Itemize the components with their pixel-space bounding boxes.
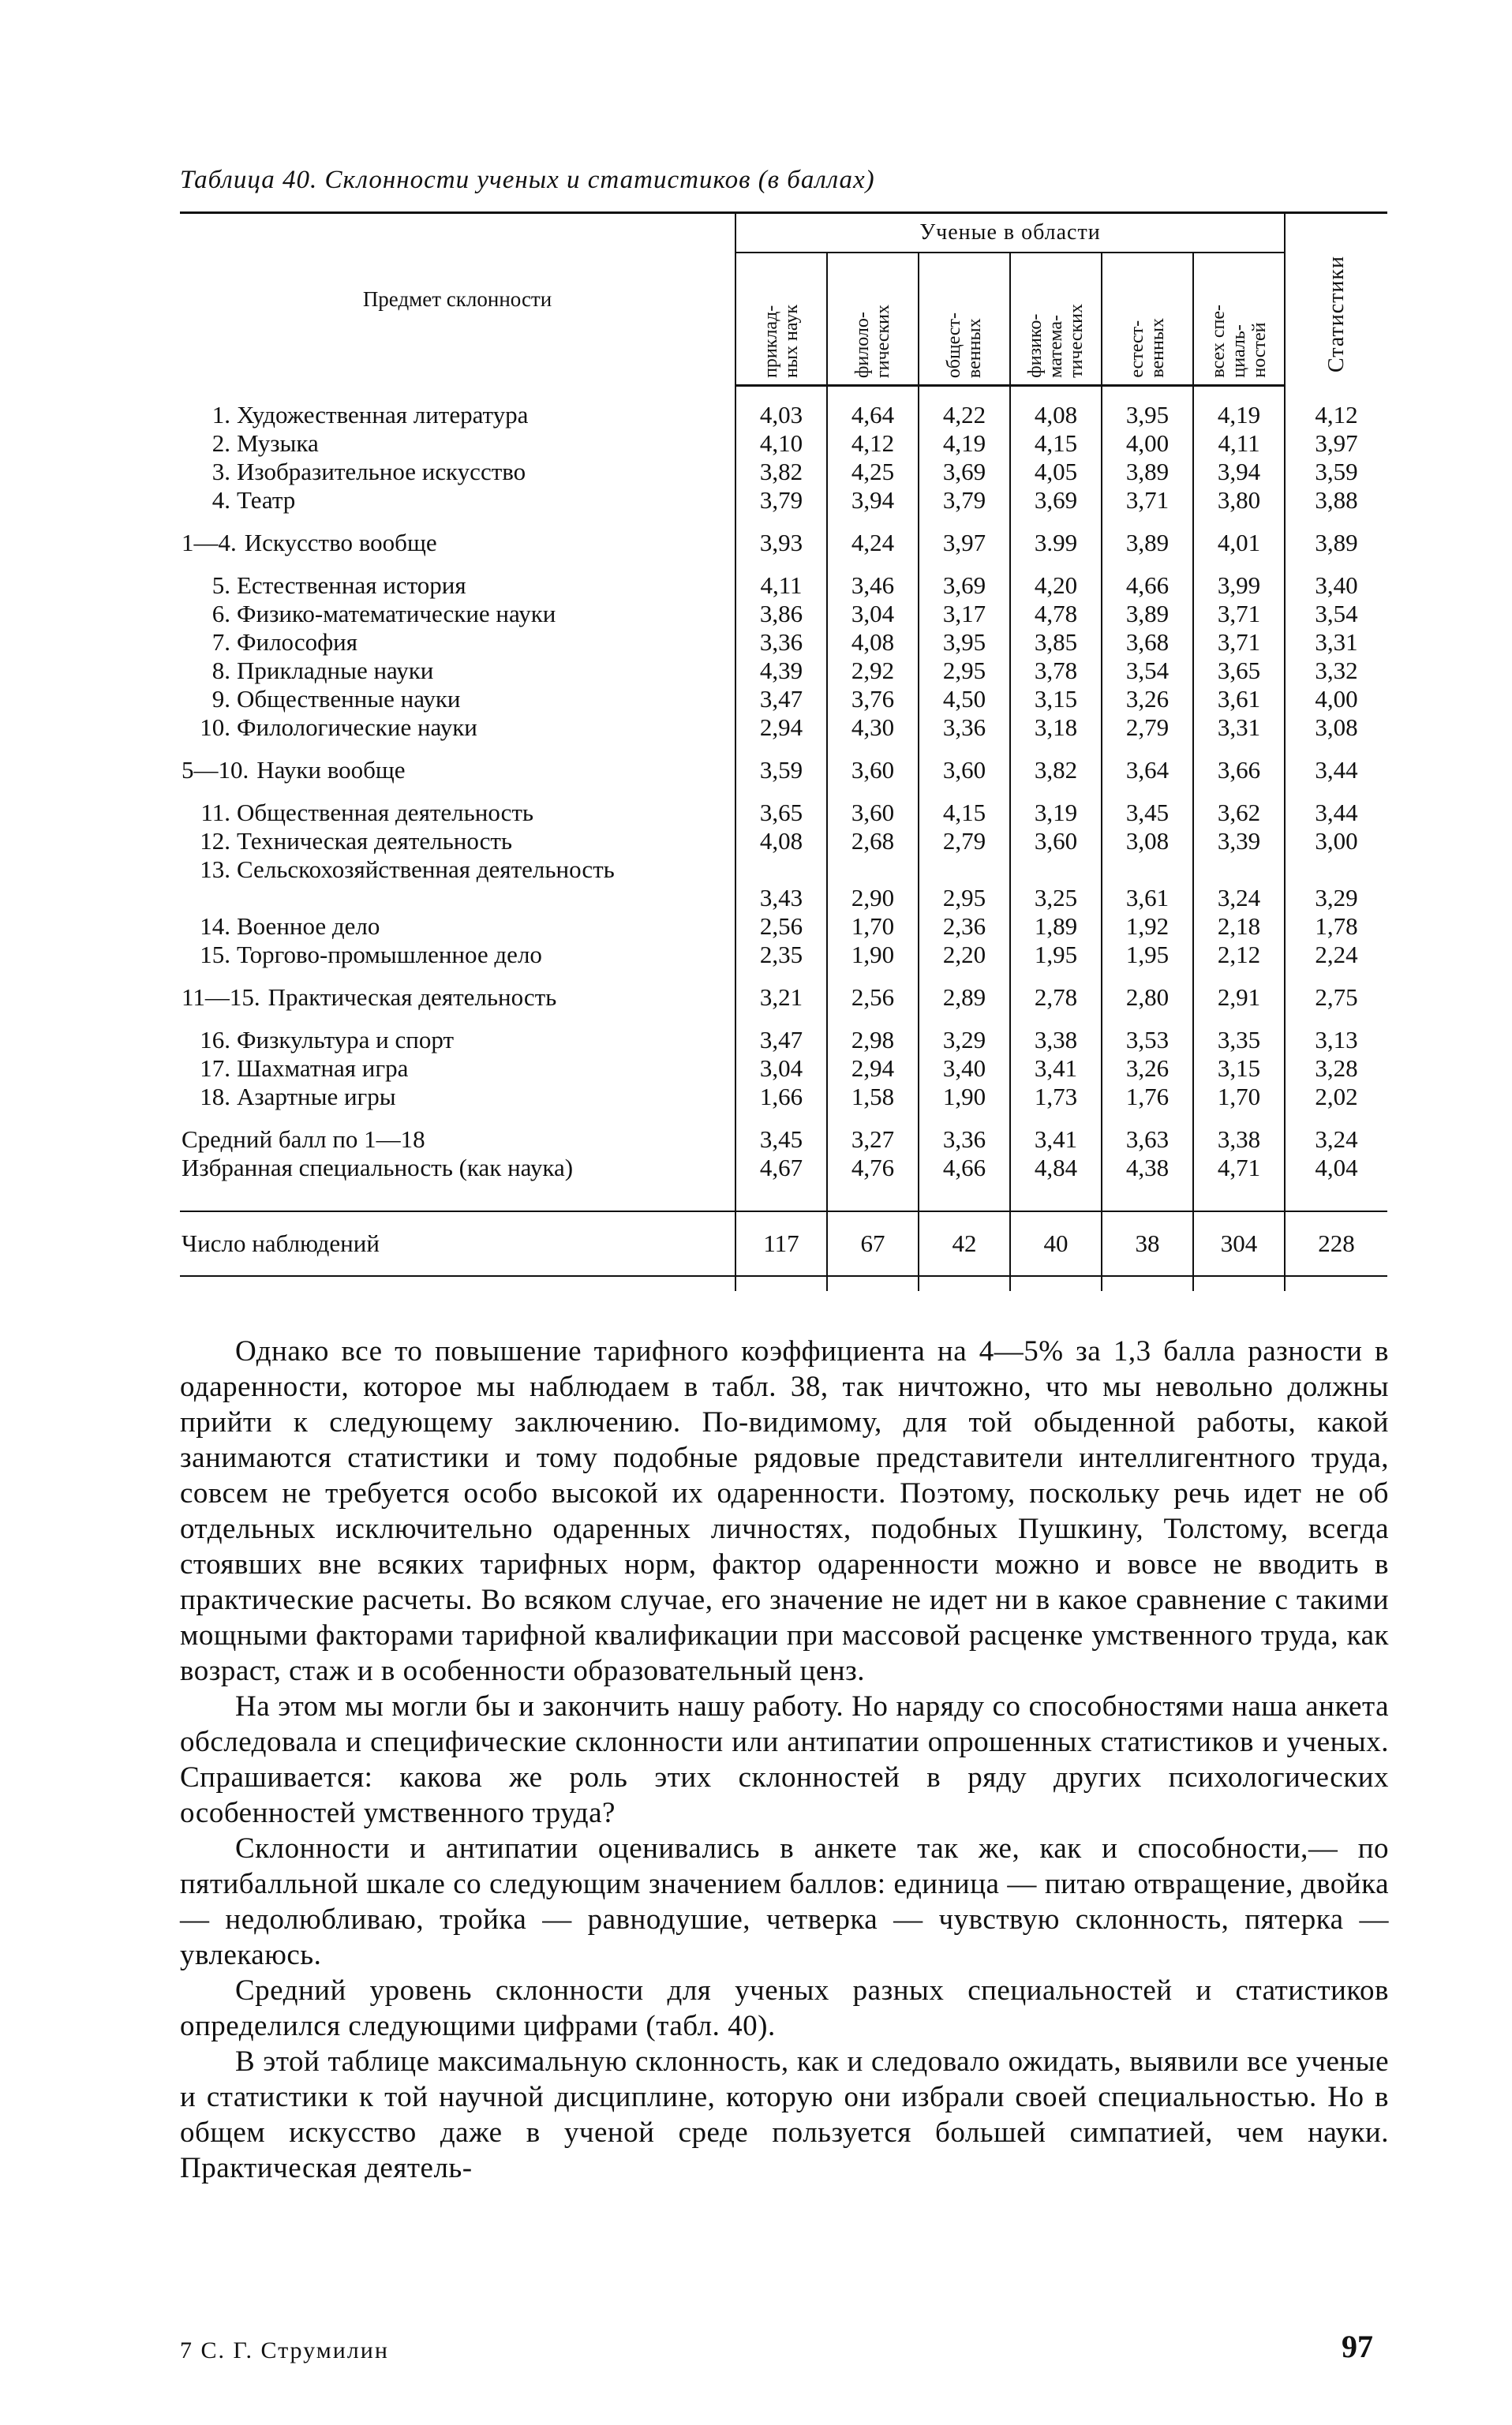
row-number: 18. xyxy=(200,1083,230,1110)
value-cell: 3,35 xyxy=(1193,1026,1285,1054)
value-cell: 2,95 xyxy=(919,855,1010,912)
value-cell: 3,19 xyxy=(1010,799,1102,827)
table-row xyxy=(180,827,1387,855)
table-row xyxy=(180,713,1387,742)
value-cell: 4,25 xyxy=(827,458,919,486)
row-label: Средний балл по 1—18 xyxy=(182,1125,425,1153)
row-label: Военное дело xyxy=(237,912,380,940)
table-row xyxy=(180,1026,1387,1054)
value-cell: 3,40 xyxy=(919,1054,1010,1083)
row-label: Художественная литература xyxy=(237,401,529,428)
value-cell: 3,26 xyxy=(1102,1054,1193,1083)
value-cell: 1,90 xyxy=(919,1083,1010,1111)
value-cell: 3,24 xyxy=(1193,855,1285,912)
value-cell: 3,65 xyxy=(735,799,827,827)
summary-row xyxy=(180,756,1387,784)
page-number: 97 xyxy=(1342,2329,1373,2364)
value-cell: 3,15 xyxy=(1193,1054,1285,1083)
table-caption: Таблица 40. Склонности ученых и статистиков (в баллах) xyxy=(180,166,875,194)
value-cell: 4,38 xyxy=(1102,1154,1193,1182)
row-number: 11—15. xyxy=(182,983,260,1011)
value-cell: 3,80 xyxy=(1193,486,1285,515)
value-cell: 3,71 xyxy=(1193,600,1285,628)
value-cell: 3,97 xyxy=(1285,429,1387,458)
value-cell: 3,39 xyxy=(1193,827,1285,855)
value-cell: 3,18 xyxy=(1010,713,1102,742)
value-cell: 3,60 xyxy=(919,756,1010,784)
table-row xyxy=(180,1154,1387,1182)
row-number: 5—10. xyxy=(182,756,249,784)
value-cell: 4,22 xyxy=(919,401,1010,429)
table-row xyxy=(180,458,1387,486)
value-cell: 2,35 xyxy=(735,941,827,969)
value-cell: 3,47 xyxy=(735,685,827,713)
value-cell: 3,29 xyxy=(919,1026,1010,1054)
value-cell: 3,79 xyxy=(919,486,1010,515)
row-label: Общественные науки xyxy=(237,685,461,713)
column-header-physmath: физико- матема- тических xyxy=(1010,253,1102,386)
value-cell: 2,94 xyxy=(735,713,827,742)
row-label: Азартные игры xyxy=(237,1083,396,1110)
row-number: 17. xyxy=(200,1054,230,1082)
value-cell: 3,31 xyxy=(1193,713,1285,742)
value-cell: 1,95 xyxy=(1010,941,1102,969)
value-cell: 2,56 xyxy=(827,983,919,1012)
observation-count: 38 xyxy=(1102,1211,1193,1276)
value-cell: 3,44 xyxy=(1285,756,1387,784)
value-cell: 3,94 xyxy=(827,486,919,515)
row-label: Физкультура и спорт xyxy=(237,1026,454,1053)
value-cell: 3,65 xyxy=(1193,657,1285,685)
value-cell: 3,59 xyxy=(735,756,827,784)
value-cell: 2,78 xyxy=(1010,983,1102,1012)
value-cell: 3,71 xyxy=(1193,628,1285,657)
row-number: 11. xyxy=(200,799,230,826)
value-cell: 3,29 xyxy=(1285,855,1387,912)
value-cell: 4,01 xyxy=(1193,529,1285,557)
value-cell: 3,78 xyxy=(1010,657,1102,685)
row-label: Театр xyxy=(237,486,296,514)
row-label: Техническая деятельность xyxy=(237,827,513,855)
column-header-statisticians: Статистики xyxy=(1285,213,1387,386)
value-cell: 3,89 xyxy=(1102,458,1193,486)
value-cell: 4,64 xyxy=(827,401,919,429)
value-cell: 3,00 xyxy=(1285,827,1387,855)
value-cell: 4,10 xyxy=(735,429,827,458)
value-cell: 1,70 xyxy=(827,912,919,941)
row-label: Прикладные науки xyxy=(237,657,434,684)
value-cell: 3,95 xyxy=(1102,401,1193,429)
group-header: Ученые в области xyxy=(735,213,1285,253)
value-cell: 3,47 xyxy=(735,1026,827,1054)
value-cell: 3,41 xyxy=(1010,1054,1102,1083)
paragraph: Однако все то повышение тарифного коэффициента на 4—5% за 1,3 балла разности в одаренности, которое мы наблюдаем в табл. 38, так ничтожно, что мы невольно должны прийти к следующему заключению. По-видимому, для той обыденной работы, какой занимаются статистики и тому подобные рядовые представители интеллигентного труда, совсем не требуется особо высокой их одаренности. Поэтому, поскольку речь идет не об отдельных исключительно одаренных личностях, подобных Пушкину, Толстому, всегда стоявших вне всяких тарифных норм, фактор одаренности можно и вовсе не вводить в практические расчеты. Во всяком случае, его значение не идет ни в какое сравнение с такими мощными факторами тарифной квалификации при массовой расценке умственного труда, как возраст, стаж и в особенности образовательный ценз. xyxy=(180,1335,1389,1687)
value-cell: 3,17 xyxy=(919,600,1010,628)
observation-count: 42 xyxy=(919,1211,1010,1276)
value-cell: 4,00 xyxy=(1285,685,1387,713)
table-row xyxy=(180,941,1387,969)
row-number: 1—4. xyxy=(182,529,237,556)
value-cell: 3,46 xyxy=(827,571,919,600)
value-cell: 3,40 xyxy=(1285,571,1387,600)
value-cell: 3,54 xyxy=(1102,657,1193,685)
row-label: Избранная специальность (как наука) xyxy=(182,1154,574,1181)
value-cell: 1,70 xyxy=(1193,1083,1285,1111)
value-cell: 3,25 xyxy=(1010,855,1102,912)
row-number: 10. xyxy=(200,713,230,741)
value-cell: 4,08 xyxy=(735,827,827,855)
value-cell: 3,26 xyxy=(1102,685,1193,713)
value-cell: 3,24 xyxy=(1285,1125,1387,1154)
observation-count: 67 xyxy=(827,1211,919,1276)
value-cell: 2,36 xyxy=(919,912,1010,941)
value-cell: 4,78 xyxy=(1010,600,1102,628)
summary-row xyxy=(180,529,1387,557)
row-number: 7. xyxy=(211,628,230,656)
value-cell: 3,31 xyxy=(1285,628,1387,657)
value-cell: 4,71 xyxy=(1193,1154,1285,1182)
value-cell: 2,95 xyxy=(919,657,1010,685)
row-number: 9. xyxy=(211,685,230,713)
value-cell: 2,18 xyxy=(1193,912,1285,941)
row-number: 6. xyxy=(211,600,230,627)
value-cell: 3,08 xyxy=(1285,713,1387,742)
row-number: 14. xyxy=(200,912,230,940)
observation-count: 117 xyxy=(735,1211,827,1276)
value-cell: 3,59 xyxy=(1285,458,1387,486)
value-cell: 2,94 xyxy=(827,1054,919,1083)
row-number: 16. xyxy=(200,1026,230,1053)
value-cell: 4,84 xyxy=(1010,1154,1102,1182)
value-cell: 4,12 xyxy=(1285,401,1387,429)
value-cell: 3,64 xyxy=(1102,756,1193,784)
row-label: Физико-математические науки xyxy=(237,600,556,627)
value-cell: 4,08 xyxy=(827,628,919,657)
table-row xyxy=(180,486,1387,515)
value-cell: 4,11 xyxy=(1193,429,1285,458)
paragraph: Средний уровень склонности для ученых разных специальностей и статистиков определился следующими цифрами (табл. 40). xyxy=(180,1974,1389,2042)
value-cell: 3,68 xyxy=(1102,628,1193,657)
value-cell: 2,79 xyxy=(919,827,1010,855)
column-header-philological: филоло- гических xyxy=(827,253,919,386)
value-cell: 4,24 xyxy=(827,529,919,557)
value-cell: 3,76 xyxy=(827,685,919,713)
value-cell: 3,27 xyxy=(827,1125,919,1154)
row-number: 3. xyxy=(211,458,230,485)
row-label: Искусство вообще xyxy=(244,529,437,556)
table-row xyxy=(180,855,1387,912)
observation-count: 228 xyxy=(1285,1211,1387,1276)
value-cell: 4,66 xyxy=(919,1154,1010,1182)
value-cell: 2,75 xyxy=(1285,983,1387,1012)
table-row xyxy=(180,429,1387,458)
value-cell: 4,19 xyxy=(919,429,1010,458)
value-cell: 4,76 xyxy=(827,1154,919,1182)
value-cell: 3,69 xyxy=(919,458,1010,486)
paragraph: В этой таблице максимальную склонность, как и следовало ожидать, выявили все ученые и статистики к той научной дисциплине, которую они избрали своей специальностью. Но в общем искусство даже в ученой среде пользуется большей симпатией, чем науки. Практическая деятель- xyxy=(180,2045,1389,2184)
value-cell: 3,85 xyxy=(1010,628,1102,657)
value-cell: 4,15 xyxy=(919,799,1010,827)
row-label: Филологические науки xyxy=(237,713,477,741)
value-cell: 2,68 xyxy=(827,827,919,855)
row-number: 5. xyxy=(211,571,230,599)
column-header-natural: естест- венных xyxy=(1102,253,1193,386)
value-cell: 1,89 xyxy=(1010,912,1102,941)
value-cell: 3,88 xyxy=(1285,486,1387,515)
table-row xyxy=(180,685,1387,713)
value-cell: 4,00 xyxy=(1102,429,1193,458)
row-label: Шахматная игра xyxy=(237,1054,409,1082)
value-cell: 3,79 xyxy=(735,486,827,515)
value-cell: 4,66 xyxy=(1102,571,1193,600)
value-cell: 3,15 xyxy=(1010,685,1102,713)
value-cell: 3,69 xyxy=(919,571,1010,600)
table-row xyxy=(180,1054,1387,1083)
value-cell: 3,41 xyxy=(1010,1125,1102,1154)
row-number: 2. xyxy=(211,429,230,457)
value-cell: 1,76 xyxy=(1102,1083,1193,1111)
subject-header: Предмет склонности xyxy=(180,213,735,386)
value-cell: 3,69 xyxy=(1010,486,1102,515)
column-header-social: общест- венных xyxy=(919,253,1010,386)
value-cell: 3.99 xyxy=(1010,529,1102,557)
value-cell: 3,36 xyxy=(919,1125,1010,1154)
value-cell: 3,36 xyxy=(735,628,827,657)
value-cell: 3,08 xyxy=(1102,827,1193,855)
row-label: Торгово-промышленное дело xyxy=(237,941,542,968)
value-cell: 3,38 xyxy=(1010,1026,1102,1054)
table-row xyxy=(180,657,1387,685)
value-cell: 2,02 xyxy=(1285,1083,1387,1111)
value-cell: 2,20 xyxy=(919,941,1010,969)
value-cell: 4,05 xyxy=(1010,458,1102,486)
value-cell: 3,95 xyxy=(919,628,1010,657)
value-cell: 4,04 xyxy=(1285,1154,1387,1182)
value-cell: 3,28 xyxy=(1285,1054,1387,1083)
observation-count: 304 xyxy=(1193,1211,1285,1276)
value-cell: 3,71 xyxy=(1102,486,1193,515)
value-cell: 3,04 xyxy=(827,600,919,628)
value-cell: 3,36 xyxy=(919,713,1010,742)
table-row xyxy=(180,600,1387,628)
value-cell: 3,86 xyxy=(735,600,827,628)
row-label: Общественная деятельность xyxy=(237,799,534,826)
value-cell: 4,08 xyxy=(1010,401,1102,429)
value-cell: 3,53 xyxy=(1102,1026,1193,1054)
value-cell: 4,50 xyxy=(919,685,1010,713)
value-cell: 3,97 xyxy=(919,529,1010,557)
value-cell: 3,38 xyxy=(1193,1125,1285,1154)
value-cell: 3,45 xyxy=(735,1125,827,1154)
row-number: 1. xyxy=(211,401,230,428)
table-row xyxy=(180,1083,1387,1111)
observation-count: 40 xyxy=(1010,1211,1102,1276)
value-cell: 3,04 xyxy=(735,1054,827,1083)
value-cell: 2,90 xyxy=(827,855,919,912)
value-cell: 4,11 xyxy=(735,571,827,600)
row-label: Музыка xyxy=(237,429,319,457)
value-cell: 2,12 xyxy=(1193,941,1285,969)
value-cell: 4,67 xyxy=(735,1154,827,1182)
value-cell: 4,39 xyxy=(735,657,827,685)
table-row xyxy=(180,799,1387,827)
column-header-applied: приклад- ных наук xyxy=(735,253,827,386)
row-label: Сельскохозяйственная деятельность xyxy=(237,855,615,883)
value-cell: 3,60 xyxy=(827,756,919,784)
value-cell: 1,78 xyxy=(1285,912,1387,941)
value-cell: 4,12 xyxy=(827,429,919,458)
value-cell: 4,03 xyxy=(735,401,827,429)
row-number: 8. xyxy=(211,657,230,684)
value-cell: 4,30 xyxy=(827,713,919,742)
table-row xyxy=(180,1125,1387,1154)
table-row xyxy=(180,912,1387,941)
value-cell: 1,92 xyxy=(1102,912,1193,941)
data-table xyxy=(180,211,1387,1291)
table-row xyxy=(180,628,1387,657)
value-cell: 3,66 xyxy=(1193,756,1285,784)
row-number: 15. xyxy=(200,941,230,968)
value-cell: 3,62 xyxy=(1193,799,1285,827)
value-cell: 3,61 xyxy=(1102,855,1193,912)
value-cell: 1,95 xyxy=(1102,941,1193,969)
row-label: Естественная история xyxy=(237,571,466,599)
value-cell: 3,32 xyxy=(1285,657,1387,685)
value-cell: 3,99 xyxy=(1193,571,1285,600)
value-cell: 3,82 xyxy=(1010,756,1102,784)
observations-row xyxy=(180,1211,1387,1276)
value-cell: 3,60 xyxy=(827,799,919,827)
value-cell: 2,89 xyxy=(919,983,1010,1012)
value-cell: 4,19 xyxy=(1193,401,1285,429)
value-cell: 2,56 xyxy=(735,912,827,941)
value-cell: 1,73 xyxy=(1010,1083,1102,1111)
row-label: Изобразительное искусство xyxy=(237,458,526,485)
summary-row xyxy=(180,983,1387,1012)
value-cell: 3,82 xyxy=(735,458,827,486)
row-number: 4. xyxy=(211,486,230,514)
row-number: 13. xyxy=(200,855,230,883)
value-cell: 3,89 xyxy=(1102,600,1193,628)
table-row xyxy=(180,401,1387,429)
value-cell: 3,60 xyxy=(1010,827,1102,855)
value-cell: 3,44 xyxy=(1285,799,1387,827)
value-cell: 3,89 xyxy=(1102,529,1193,557)
value-cell: 2,91 xyxy=(1193,983,1285,1012)
value-cell: 4,20 xyxy=(1010,571,1102,600)
value-cell: 3,94 xyxy=(1193,458,1285,486)
paragraph: Склонности и антипатии оценивались в анкете так же, как и способности,— по пятибалльной шкале со следующим значением баллов: единица — питаю отвращение, двойка — недолюбливаю, тройка — равнодушие, четверка — чувствую склонность, пятерка — увлекаюсь. xyxy=(180,1832,1389,1971)
value-cell: 2,98 xyxy=(827,1026,919,1054)
value-cell: 4,15 xyxy=(1010,429,1102,458)
row-label: Философия xyxy=(237,628,358,656)
row-number: 12. xyxy=(200,827,230,855)
observations-label: Число наблюдений xyxy=(182,1229,380,1257)
column-header-all: всех спе- циаль- ностей xyxy=(1193,253,1285,386)
value-cell: 3,54 xyxy=(1285,600,1387,628)
value-cell: 1,90 xyxy=(827,941,919,969)
table-row xyxy=(180,571,1387,600)
value-cell: 3,43 xyxy=(735,855,827,912)
row-label: Практическая деятельность xyxy=(268,983,557,1011)
value-cell: 3,93 xyxy=(735,529,827,557)
value-cell: 2,79 xyxy=(1102,713,1193,742)
value-cell: 1,66 xyxy=(735,1083,827,1111)
value-cell: 3,21 xyxy=(735,983,827,1012)
body-text xyxy=(180,1334,1389,2186)
value-cell: 2,80 xyxy=(1102,983,1193,1012)
value-cell: 2,92 xyxy=(827,657,919,685)
value-cell: 3,89 xyxy=(1285,529,1387,557)
footer-signature: 7 С. Г. Струмилин xyxy=(180,2337,389,2363)
value-cell: 3,45 xyxy=(1102,799,1193,827)
paragraph: На этом мы могли бы и закончить нашу работу. Но наряду со способностями наша анкета обследовала и специфические склонности или антипатии опрошенных статистиков и ученых. Спрашивается: какова же роль этих склонностей в ряду других психологических особенностей умственного труда? xyxy=(180,1690,1389,1829)
value-cell: 2,24 xyxy=(1285,941,1387,969)
value-cell: 1,58 xyxy=(827,1083,919,1111)
value-cell: 3,61 xyxy=(1193,685,1285,713)
row-label: Науки вообще xyxy=(256,756,406,784)
value-cell: 3,13 xyxy=(1285,1026,1387,1054)
value-cell: 3,63 xyxy=(1102,1125,1193,1154)
